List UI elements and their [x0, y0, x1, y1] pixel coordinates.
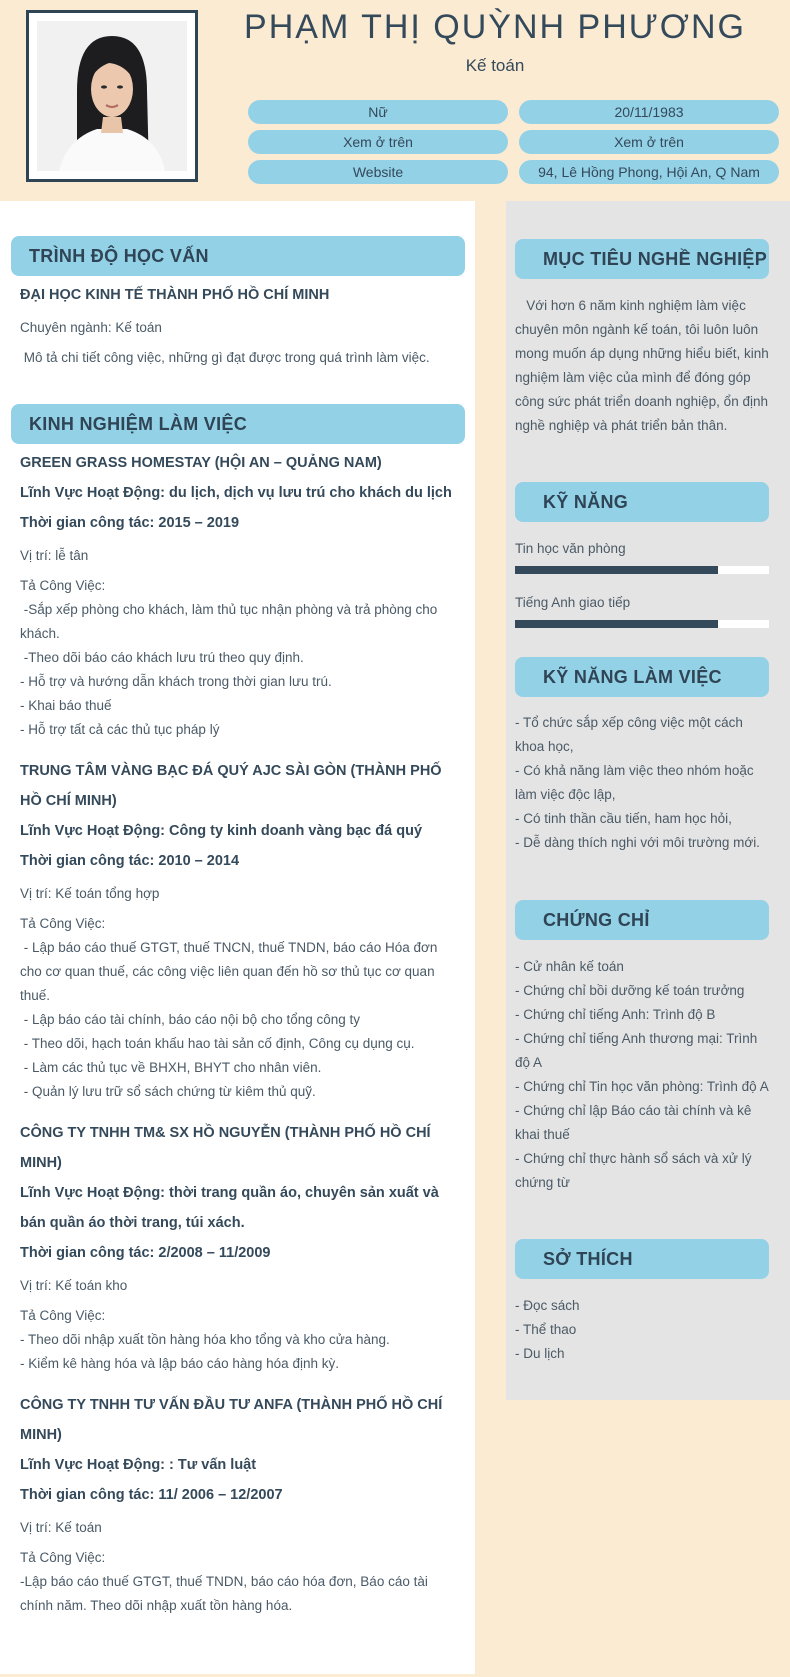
- work-skill-item: - Dễ dàng thích nghi với môi trường mới.: [515, 835, 760, 850]
- job-desc-label: Tả Công Việc:: [20, 1550, 106, 1565]
- company-name: CÔNG TY TNHH TM& SX HỒ NGUYỄN (THÀNH PHỐ HỒ CHÍ MINH): [20, 1125, 431, 1171]
- certificate-item: - Chứng chỉ lập Báo cáo tài chính và kê khai thuế: [515, 1103, 756, 1142]
- address-pill: 94, Lê Hồng Phong, Hội An, Q Nam: [519, 160, 779, 184]
- job-duty: - Theo dõi nhập xuất tồn hàng hóa kho tổng và kho cửa hàng.: [20, 1332, 390, 1347]
- experience-heading: [11, 404, 465, 444]
- skill-bar-fill: [515, 620, 718, 628]
- job-duty: - Làm các thủ tục về BHXH, BHYT cho nhân viên.: [20, 1060, 322, 1075]
- education-desc: Mô tả chi tiết công việc, những gì đạt được trong quá trình làm việc.: [20, 350, 430, 365]
- profile-photo: [37, 21, 187, 171]
- job-field: Lĩnh Vực Hoạt Động: thời trang quần áo, chuyên sản xuất và bán quần áo thời trang, túi xách.: [20, 1185, 439, 1231]
- hobby-item: - Du lịch: [515, 1346, 565, 1361]
- work-skills-heading: [515, 657, 769, 697]
- company-name: CÔNG TY TNHH TƯ VẤN ĐẦU TƯ ANFA (THÀNH PHỐ HỒ CHÍ MINH): [20, 1397, 443, 1443]
- job-field: Lĩnh Vực Hoạt Động: Công ty kinh doanh vàng bạc đá quý: [20, 823, 423, 839]
- certificate-item: - Chứng chỉ thực hành sổ sách và xử lý chứng từ: [515, 1151, 756, 1190]
- job-field: Lĩnh Vực Hoạt Động: du lịch, dịch vụ lưu trú cho khách du lịch: [20, 485, 452, 501]
- skill-bar: [515, 566, 769, 574]
- certificates-list: [515, 955, 771, 1195]
- work-skill-item: - Có khả năng làm việc theo nhóm hoặc làm việc độc lập,: [515, 763, 758, 802]
- objective-heading-text: MỤC TIÊU NGHỀ NGHIỆP: [543, 248, 768, 269]
- job-position: Vị trí: Kế toán tổng hợp: [20, 886, 160, 901]
- job-period: Thời gian công tác: 2/2008 – 11/2009: [20, 1245, 271, 1261]
- work-skill-item: - Tổ chức sắp xếp công việc một cách khoa học,: [515, 715, 747, 754]
- website-pill[interactable]: Website: [248, 160, 508, 184]
- certificate-item: - Chứng chỉ tiếng Anh: Trình độ B: [515, 1007, 716, 1022]
- skill-label: Tin học văn phòng: [515, 541, 626, 556]
- job-duty: - Khai báo thuế: [20, 698, 112, 713]
- job-duty: - Hỗ trợ tất cả các thủ tục pháp lý: [20, 722, 220, 737]
- education-block: [20, 280, 460, 370]
- education-major: Chuyên ngành: Kế toán: [20, 320, 162, 335]
- job-field: Lĩnh Vực Hoạt Động: : Tư vấn luật: [20, 1457, 257, 1473]
- job-duty: -Lập báo cáo thuế GTGT, thuế TNDN, báo cáo hóa đơn, Báo cáo tài chính năm. Theo dõi nhập xuất tồn hàng hóa.: [20, 1574, 432, 1613]
- job-position: Vị trí: Kế toán: [20, 1520, 102, 1535]
- work-skills-heading-text: KỸ NĂNG LÀM VIỆC: [543, 666, 722, 687]
- job-duty: -Theo dõi báo cáo khách lưu trú theo quy định.: [20, 650, 304, 665]
- certificate-item: - Chứng chỉ Tin học văn phòng: Trình độ A: [515, 1079, 769, 1094]
- skill-label: Tiếng Anh giao tiếp: [515, 595, 631, 610]
- company-name: TRUNG TÂM VÀNG BẠC ĐÁ QUÝ AJC SÀI GÒN (THÀNH PHỐ HỒ CHÍ MINH): [20, 763, 442, 809]
- candidate-name: PHẠM THỊ QUỲNH PHƯƠNG: [244, 8, 746, 46]
- certificates-heading: [515, 900, 769, 940]
- hobby-item: - Đọc sách: [515, 1298, 580, 1313]
- email-pill: Xem ở trên: [519, 130, 779, 154]
- hobbies-heading-text: SỞ THÍCH: [543, 1248, 633, 1269]
- objective-heading: [515, 239, 769, 279]
- job-desc-label: Tả Công Việc:: [20, 1308, 106, 1323]
- skills-heading-text: KỸ NĂNG: [543, 491, 629, 512]
- dob-pill: 20/11/1983: [519, 100, 779, 124]
- job-desc-label: Tả Công Việc:: [20, 578, 106, 593]
- job-duty: - Lập báo cáo tài chính, báo cáo nội bộ cho tổng công ty: [20, 1012, 361, 1027]
- job-duty: - Hỗ trợ và hướng dẫn khách trong thời gian lưu trú.: [20, 674, 332, 689]
- job-period: Thời gian công tác: 11/ 2006 – 12/2007: [20, 1487, 283, 1503]
- gender-pill: Nữ: [248, 100, 508, 124]
- skills-heading: [515, 482, 769, 522]
- job-position: Vị trí: lễ tân: [20, 548, 89, 563]
- education-heading-text: TRÌNH ĐỘ HỌC VẤN: [29, 245, 209, 266]
- certificate-item: - Cử nhân kế toán: [515, 959, 624, 974]
- hobby-item: - Thể thao: [515, 1322, 577, 1337]
- job-title: Kế toán: [465, 56, 525, 75]
- job-entry: [20, 448, 460, 742]
- certificate-item: - Chứng chỉ tiếng Anh thương mại: Trình độ A: [515, 1031, 762, 1070]
- work-skills-list: [515, 711, 771, 855]
- certificate-item: - Chứng chỉ bồi dưỡng kế toán trưởng: [515, 983, 745, 998]
- job-entry: [20, 756, 460, 1104]
- objective-text: Với hơn 6 năm kinh nghiệm làm việc chuyên môn ngành kế toán, tôi luôn luôn mong muốn áp dụng những hiểu biết, kinh nghiệm làm việc của mình để đóng góp công sức phát triển doanh nghiệp, ổn định nghề nghiệp và phát triển bản thân.: [515, 298, 773, 433]
- job-entry: [20, 1118, 460, 1376]
- job-duty: - Lập báo cáo thuế GTGT, thuế TNCN, thuế TNDN, báo cáo Hóa đơn cho cơ quan thuế, các công việc liên quan đến hồ sơ thủ tục cơ quan thuế.: [20, 940, 442, 1003]
- experience-list: [20, 448, 460, 1632]
- job-desc-label: Tả Công Việc:: [20, 916, 106, 931]
- profile-photo-frame: [26, 10, 198, 182]
- experience-heading-text: KINH NGHIỆM LÀM VIỆC: [29, 413, 248, 434]
- company-name: GREEN GRASS HOMESTAY (HỘI AN – QUẢNG NAM): [20, 455, 382, 471]
- skills-list: [515, 538, 771, 628]
- job-duty: -Sắp xếp phòng cho khách, làm thủ tục nhận phòng và trả phòng cho khách.: [20, 602, 442, 641]
- phone-pill: Xem ở trên: [248, 130, 508, 154]
- hobbies-heading: [515, 1239, 769, 1279]
- job-period: Thời gian công tác: 2010 – 2014: [20, 853, 240, 869]
- job-duty: - Theo dõi, hạch toán khấu hao tài sản cố định, Công cụ dụng cụ.: [20, 1036, 415, 1051]
- job-duty: - Quản lý lưu trữ sổ sách chứng từ kiêm thủ quỹ.: [20, 1084, 316, 1099]
- skill-bar-fill: [515, 566, 718, 574]
- hobbies-list: [515, 1294, 771, 1366]
- job-duty: - Kiểm kê hàng hóa và lập báo cáo hàng hóa định kỳ.: [20, 1356, 339, 1371]
- skill-bar: [515, 620, 769, 628]
- job-position: Vị trí: Kế toán kho: [20, 1278, 128, 1293]
- portrait-image: [37, 21, 187, 171]
- school-name: ĐẠI HỌC KINH TẾ THÀNH PHỐ HỒ CHÍ MINH: [20, 287, 330, 303]
- job-period: Thời gian công tác: 2015 – 2019: [20, 515, 240, 531]
- education-heading: [11, 236, 465, 276]
- work-skill-item: - Có tinh thần cầu tiến, ham học hỏi,: [515, 811, 732, 826]
- certificates-heading-text: CHỨNG CHỈ: [543, 909, 650, 930]
- job-entry: [20, 1390, 460, 1618]
